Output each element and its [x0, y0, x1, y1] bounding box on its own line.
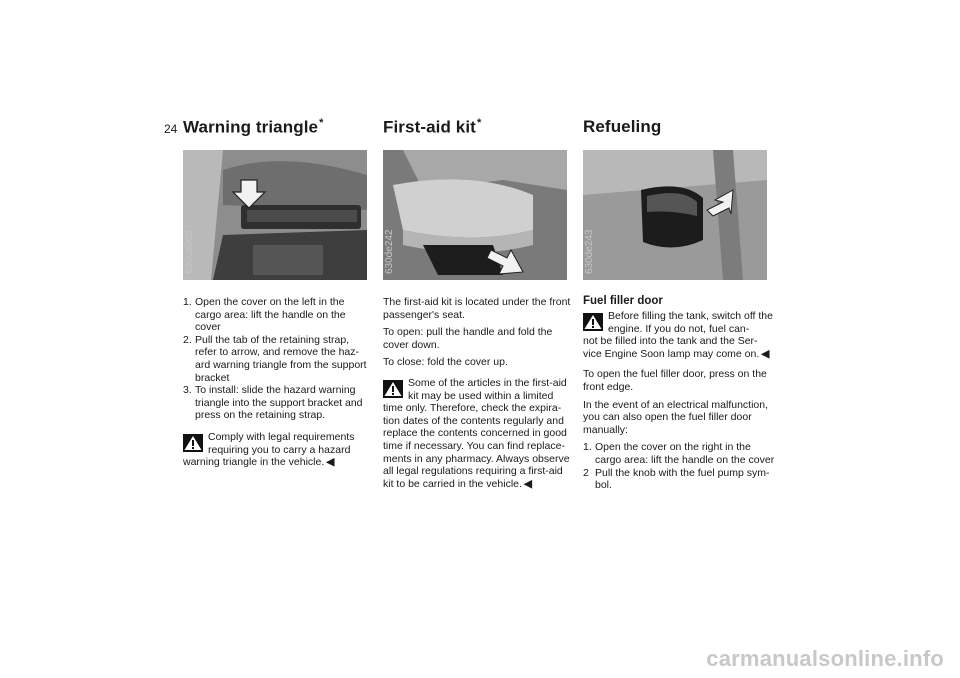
fuel-door-illustration — [583, 150, 767, 280]
list-item: 3. To install: slide the hazard warning triangle into the support bracket and press on the retaining strap. — [183, 384, 363, 422]
list-item: 1. Open the cover on the right in the cargo area: lift the handle on the cover — [583, 441, 775, 466]
paragraph: To close: fold the cover up. — [383, 356, 508, 369]
photo-code: 630de243 — [584, 229, 595, 274]
photo-code: 630us065 — [184, 230, 195, 274]
end-mark-icon: ◀ — [523, 477, 532, 490]
heading-text: First-aid kit — [383, 117, 476, 137]
photo-code: 630de242 — [384, 229, 395, 274]
heading-refueling — [583, 117, 661, 137]
optional-star: * — [476, 117, 482, 129]
photo-first-aid-kit — [383, 150, 567, 280]
optional-star: * — [319, 117, 324, 129]
seat-illustration — [383, 150, 567, 280]
list-item: 2 Pull the knob with the fuel pump sym-bol. — [583, 466, 770, 492]
steps-list — [583, 441, 775, 491]
heading-text: Refueling — [583, 117, 662, 136]
column-first-aid-kit — [383, 296, 575, 490]
list-item: 1. Open the cover on the left in the cargo area: lift the handle on the cover — [183, 296, 346, 334]
warning-note: Before filling the tank, switch off the engine. If you do not, fuel can- not be filled into the tank and the Ser-vice Engine Soon lamp may come on. ◀ — [583, 310, 773, 360]
page-number: 24 — [164, 122, 178, 136]
end-mark-icon: ◀ — [761, 347, 770, 360]
heading-warning-triangle — [183, 117, 323, 138]
paragraph: To open: pull the handle and fold the cover down. — [383, 326, 553, 351]
column-refueling — [583, 310, 775, 492]
watermark: carmanualsonline.info — [706, 646, 944, 671]
steps-list — [183, 296, 373, 422]
column-warning-triangle — [183, 296, 373, 469]
warning-note: Some of the articles in the first-aid kit may be used within a limited time only. Therefore, check the expira-tion dates of the contents regularly and replace the contents concerned in good time if necessary. You can find replace-ments in any pharmacy. Always observe all legal regulations requiring a first-aid kit to be carried in the vehicle. ◀ — [383, 376, 570, 490]
warning-icon — [183, 434, 203, 452]
paragraph: In the event of an electrical malfunction, you can also open the fuel filler door manually: — [583, 398, 769, 436]
paragraph: To open the fuel filler door, press on the front edge. — [583, 368, 767, 393]
end-mark-icon: ◀ — [326, 456, 335, 469]
subheading-fuel-filler-door: Fuel filler door — [583, 295, 663, 307]
photo-warning-triangle — [183, 150, 367, 280]
paragraph: The first-aid kit is located under the front passenger's seat. — [383, 296, 571, 321]
warning-icon — [383, 380, 403, 398]
cargo-area-illustration — [183, 150, 367, 280]
heading-text: Warning triangle — [183, 117, 319, 137]
heading-first-aid-kit — [383, 117, 481, 138]
photo-refueling — [583, 150, 767, 280]
list-item: 2. Pull the tab of the retaining strap, refer to arrow, and remove the haz-ard warning triangle from the support bracket — [183, 333, 367, 384]
warning-icon — [583, 313, 603, 331]
warning-note: Comply with legal requirements requiring you to carry a hazard warning triangle in the vehicle. ◀ — [183, 430, 355, 469]
